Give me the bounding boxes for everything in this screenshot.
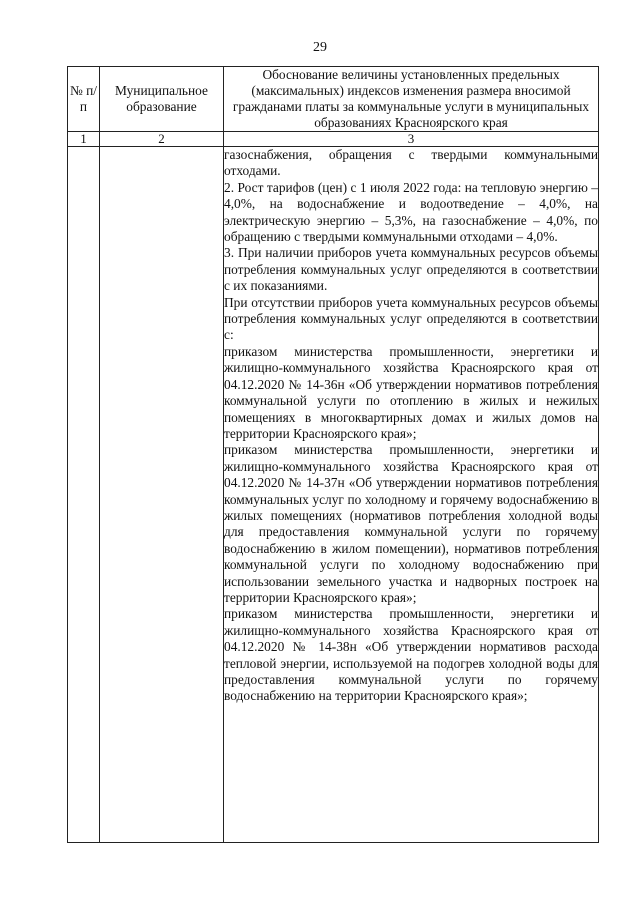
paragraph-tariff-growth: 2. Рост тарифов (цен) с 1 июля 2022 года: на тепловую энергию – 4,0%, на водоснабжение и водоотведение – 4,0%, на электрическую энергию – 5,3%, на газоснабжение – 4,0%, по обращению с твердыми коммунальными отходами – 4,0%. (224, 179, 598, 245)
table-header-row (68, 67, 599, 132)
header-number: № п/п (68, 67, 100, 132)
paragraph-order-14-36n: приказом министерства промышленности, энергетики и жилищно-коммунального хозяйства Красноярского края от 04.12.2020 № 14-36н «Об утверждении нормативов потребления коммунальной услуги по отоплению в жилых и нежилых помещениях в многоквартирных домах и жилых домов на территории Красноярского края»; (224, 343, 598, 441)
row-number-cell (68, 147, 100, 843)
column-number-2: 2 (100, 132, 224, 147)
header-municipality: Муниципальное образование (100, 67, 224, 132)
paragraph-gas-waste: газоснабжения, обращения с твердыми коммунальными отходами. (224, 147, 598, 179)
column-number-row (68, 132, 599, 147)
column-number-1: 1 (68, 132, 100, 147)
page-number: 29 (313, 40, 327, 55)
paragraph-order-14-37n: приказом министерства промышленности, энергетики и жилищно-коммунального хозяйства Красноярского края от 04.12.2020 № 14-37н «Об утверждении нормативов потребления коммунальных услуг по холодному и горячему водоснабжению в жилых помещениях (нормативов потребления холодной воды для предоставления коммунальной услуги по горячему водоснабжению в жилом помещении), нормативов потребления коммунальной услуги по холодному водоснабжению при использовании земельного участка и надворных построек на территории Красноярского края»; (224, 442, 598, 605)
paragraph-meters-present: 3. При наличии приборов учета коммунальных ресурсов объемы потребления коммунальных услуг определяются в соответствии с их показаниями. (224, 245, 598, 294)
paragraph-meters-absent: При отсутствии приборов учета коммунальных ресурсов объемы потребления коммунальных услуг определяются в соответствии с: (224, 294, 598, 343)
tariff-justification-table (67, 66, 599, 843)
table-row (68, 147, 599, 843)
header-justification: Обоснование величины установленных предельных (максимальных) индексов изменения размера вносимой гражданами платы за коммунальные услуги в муниципальных образованиях Красноярского края (224, 67, 599, 132)
justification-cell (224, 147, 599, 843)
municipality-cell (100, 147, 224, 843)
column-number-3: 3 (224, 132, 599, 147)
paragraph-order-14-38n: приказом министерства промышленности, энергетики и жилищно-коммунального хозяйства Красноярского края от 04.12.2020 № 14-38н «Об утверждении нормативов расхода тепловой энергии, используемой на подогрев холодной воды для предоставления коммунальной услуги по горячему водоснабжению на территории Красноярского края»; (224, 606, 598, 704)
